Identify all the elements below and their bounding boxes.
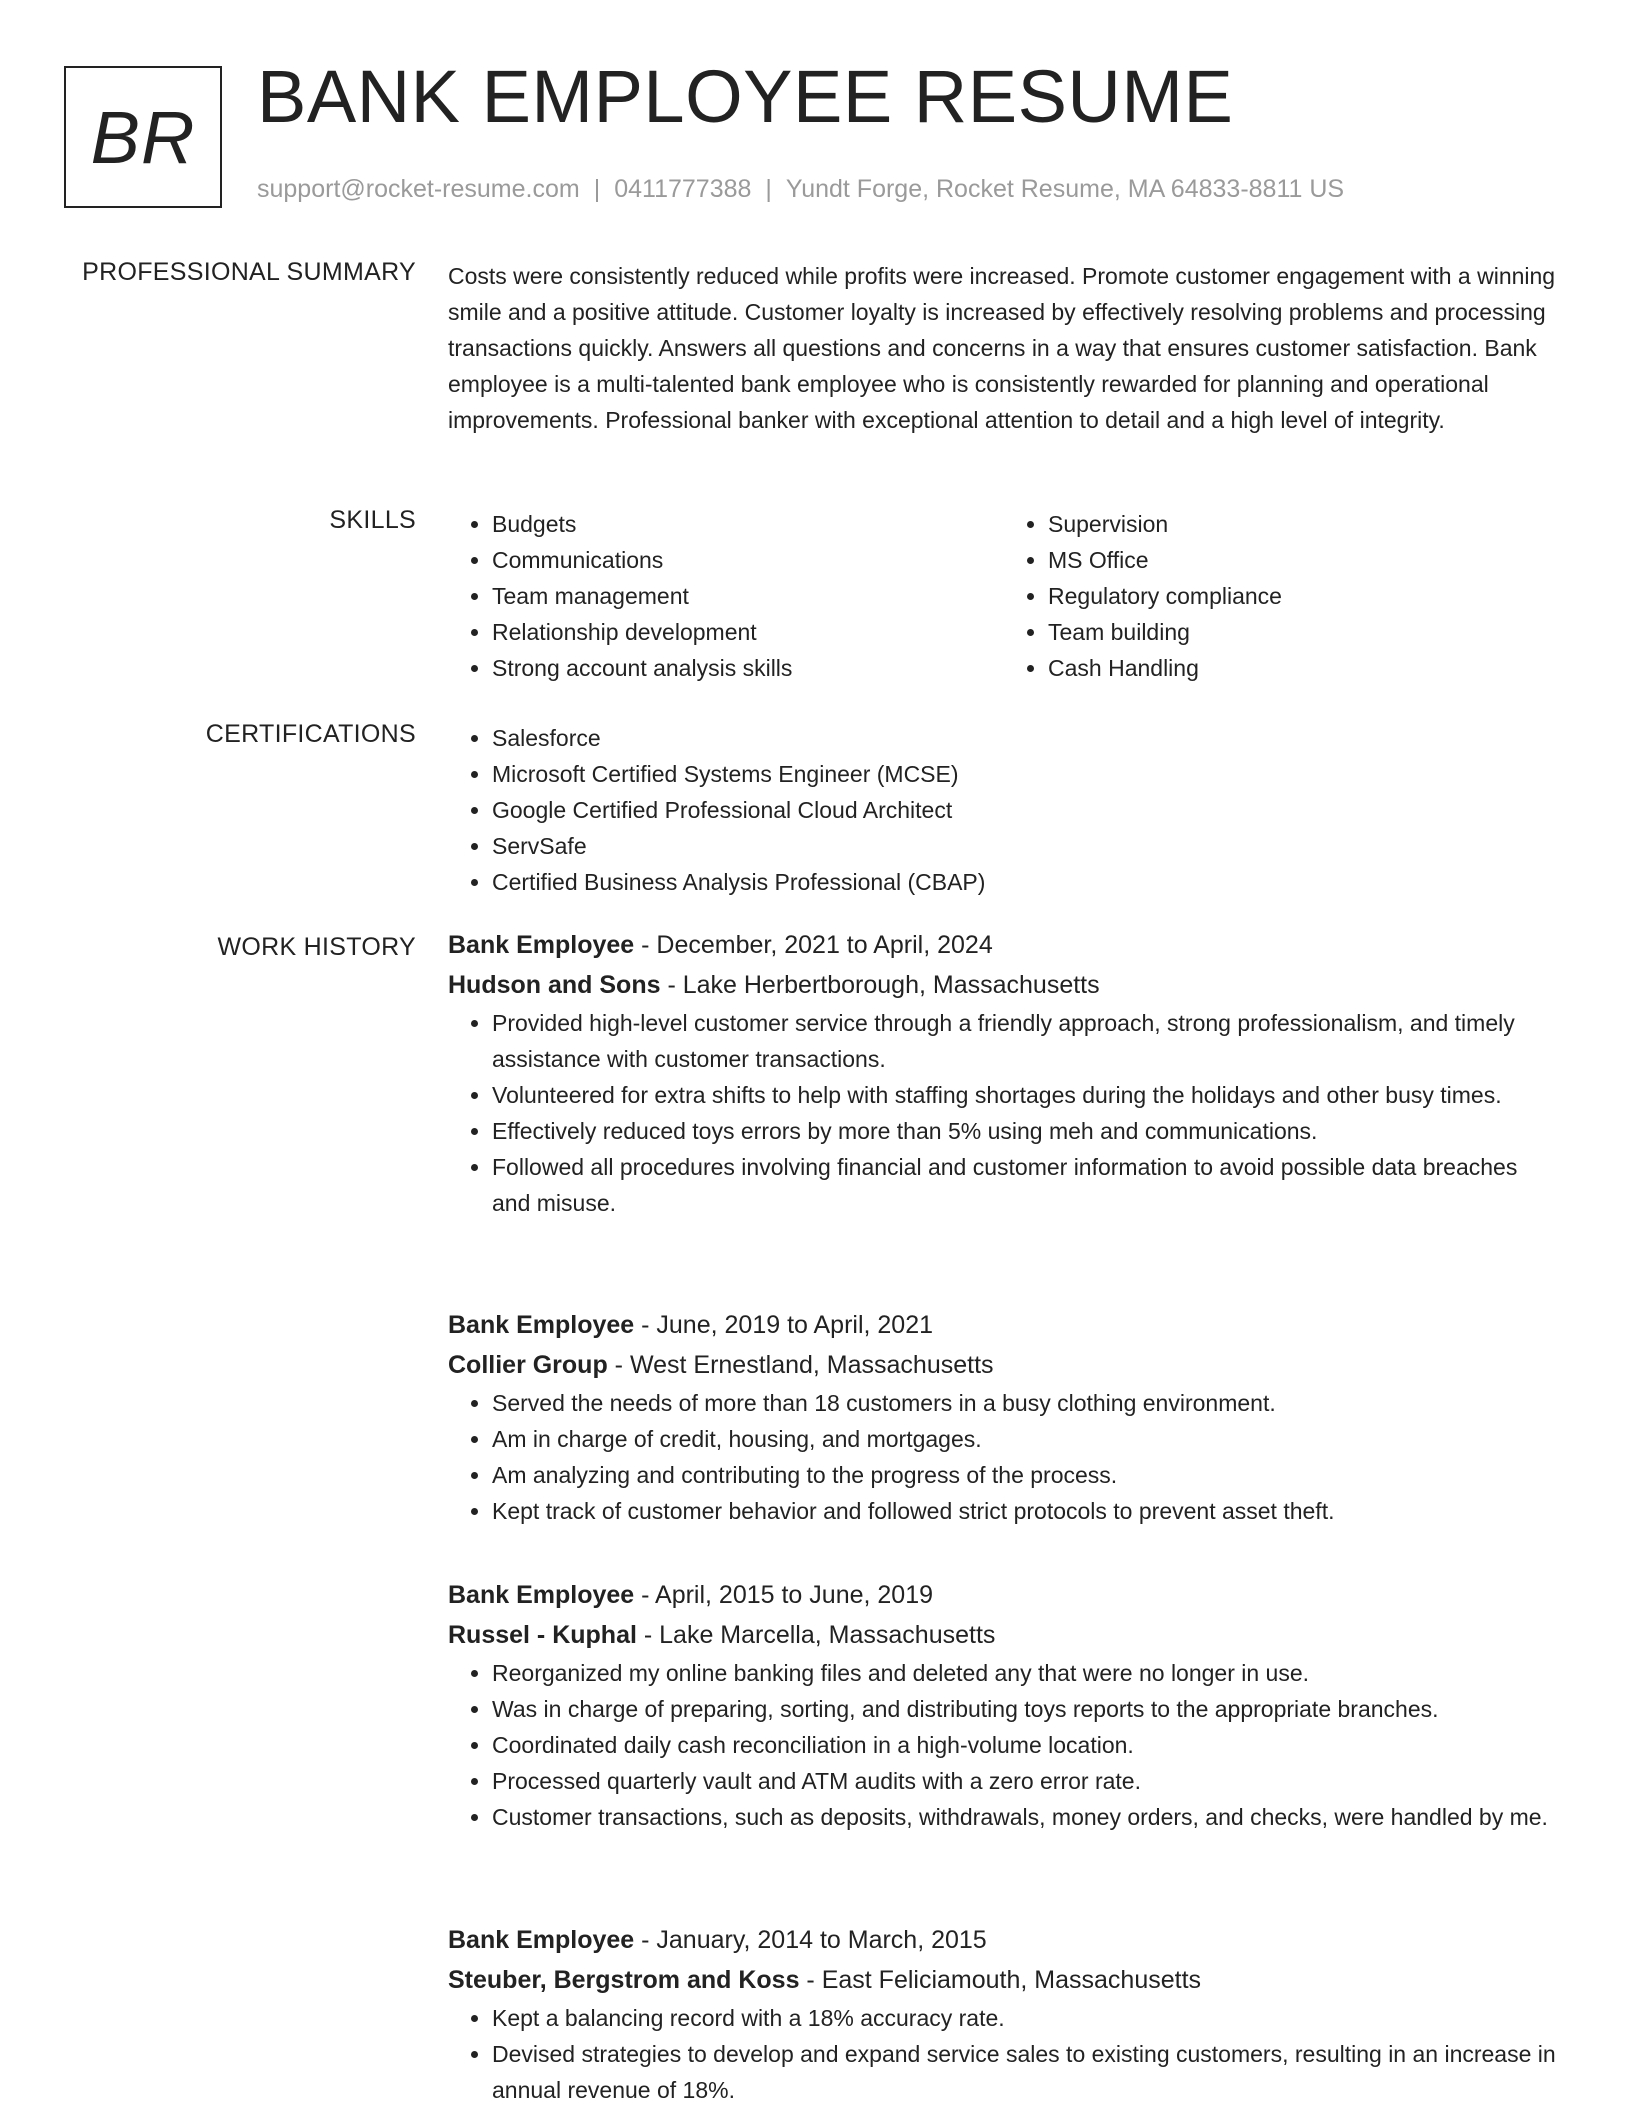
job-entry [448,925,1560,1221]
job-dates: - January, 2014 to March, 2015 [634,1926,987,1954]
job-dates: - April, 2015 to June, 2019 [634,1581,934,1609]
section-label-certifications: CERTIFICATIONS [205,720,416,748]
skill-item: • Communications [492,542,1004,578]
job-bullet: • Am in charge of credit, housing, and mortgages. [492,1421,1560,1457]
job-company-line [448,1960,1560,2000]
summary-body [448,258,1560,438]
skill-item: • Strong account analysis skills [492,650,1004,686]
job-entry [448,1575,1560,1835]
job-company-line [448,965,1560,1005]
contact-email: support@rocket-resume.com [257,175,580,203]
monogram-logo: BR [64,66,222,208]
job-title: Bank Employee [448,1581,635,1609]
job-entry [448,1920,1560,2108]
contact-separator: | [593,175,601,203]
job-location: - Lake Marcella, Massachusetts [636,1621,996,1649]
job-bullet: • Was in charge of preparing, sorting, and distributing toys reports to the appropriate branches. [492,1691,1560,1727]
skill-item: • Budgets [492,506,1004,542]
section-label-summary: PROFESSIONAL SUMMARY [82,258,416,286]
certification-item: • Salesforce [492,720,1560,756]
job-title-line [448,1305,1560,1345]
job-bullet: • Effectively reduced toys errors by more than 5% using meh and communications. [492,1113,1560,1149]
certification-item: • ServSafe [492,828,1560,864]
contact-phone: 0411777388 [614,175,752,203]
certification-item: • Certified Business Analysis Professional (CBAP) [492,864,1560,900]
section-label-skills: SKILLS [329,506,416,534]
resume-title: BANK EMPLOYEE RESUME [257,55,1234,138]
job-bullet: • Customer transactions, such as deposits, withdrawals, money orders, and checks, were handled by me. [492,1799,1560,1835]
job-location: - Lake Herbertborough, Massachusetts [660,971,1100,999]
job-bullet: • Served the needs of more than 18 customers in a busy clothing environment. [492,1385,1560,1421]
job-bullet-list [448,1385,1560,1529]
job-bullet: • Am analyzing and contributing to the progress of the process. [492,1457,1560,1493]
job-company: Russel - Kuphal [448,1621,637,1649]
job-bullet: • Followed all procedures involving financial and customer information to avoid possible data breaches and misuse. [492,1149,1560,1221]
job-bullet: • Kept a balancing record with a 18% accuracy rate. [492,2000,1560,2036]
job-bullet: • Processed quarterly vault and ATM audits with a zero error rate. [492,1763,1560,1799]
job-bullet-list [448,1655,1560,1835]
job-dates: - December, 2021 to April, 2024 [634,931,993,959]
job-company: Hudson and Sons [448,971,661,999]
job-company-line [448,1615,1560,1655]
job-title: Bank Employee [448,1926,635,1954]
job-title: Bank Employee [448,931,635,959]
job-title-line [448,1920,1560,1960]
job-company: Steuber, Bergstrom and Koss [448,1966,800,1994]
job-bullet: • Kept track of customer behavior and followed strict protocols to prevent asset theft. [492,1493,1560,1529]
job-bullet: • Coordinated daily cash reconciliation in a high-volume location. [492,1727,1560,1763]
skills-body [448,506,1560,686]
job-location: - West Ernestland, Massachusetts [607,1351,994,1379]
certifications-body [448,720,1560,900]
job-bullet-list [448,2000,1560,2108]
job-dates: - June, 2019 to April, 2021 [634,1311,934,1339]
summary-text: Costs were consistently reduced while profits were increased. Promote customer engagement with a winning smile and a positive attitude. Customer loyalty is increased by effectively resolving problems and processing transactions quickly. Answers all questions and concerns in a way that ensures customer satisfaction. Bank employee is a multi-talented bank employee who is consistently rewarded for planning and operational improvements. Professional banker with exceptional attention to detail and a high level of integrity. [448,263,1556,433]
job-title-line [448,925,1560,965]
job-title-line [448,1575,1560,1615]
certifications-list [448,720,1560,900]
job-bullet: • Volunteered for extra shifts to help with staffing shortages during the holidays and other busy times. [492,1077,1560,1113]
job-title: Bank Employee [448,1311,635,1339]
contact-line [257,175,1344,204]
job-bullet: • Devised strategies to develop and expand service sales to existing customers, resulting in an increase in annual revenue of 18%. [492,2036,1560,2108]
certification-item: • Microsoft Certified Systems Engineer (MCSE) [492,756,1560,792]
section-label-work-history: WORK HISTORY [217,933,416,961]
skill-item: • Supervision [1048,506,1560,542]
job-bullet: • Reorganized my online banking files and deleted any that were no longer in use. [492,1655,1560,1691]
contact-address: Yundt Forge, Rocket Resume, MA 64833-8811 US [785,175,1345,203]
certification-item: • Google Certified Professional Cloud Architect [492,792,1560,828]
skill-item: • Regulatory compliance [1048,578,1560,614]
job-bullet-list [448,1005,1560,1221]
skills-list-right [1004,506,1560,686]
contact-separator: | [765,175,772,203]
job-company-line [448,1345,1560,1385]
skill-item: • Team management [492,578,1004,614]
skill-item: • Relationship development [492,614,1004,650]
job-entry [448,1305,1560,1529]
job-company: Collier Group [448,1351,608,1379]
skill-item: • Cash Handling [1048,650,1560,686]
job-location: - East Feliciamouth, Massachusetts [799,1966,1202,1994]
skills-list-left [448,506,1004,686]
job-bullet: • Provided high-level customer service through a friendly approach, strong professionalism, and timely assistance with customer transactions. [492,1005,1560,1077]
skill-item: • MS Office [1048,542,1560,578]
skill-item: • Team building [1048,614,1560,650]
